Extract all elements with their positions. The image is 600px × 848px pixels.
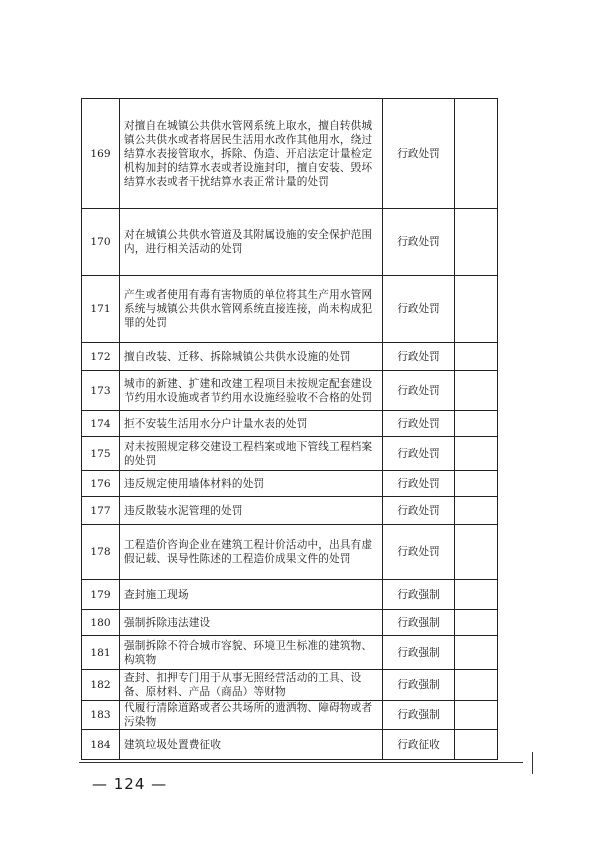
row-remark — [455, 411, 498, 437]
row-content: 对在城镇公共供水管道及其附属设施的安全保护范围内，进行相关活动的处罚 — [120, 209, 383, 276]
row-power-type: 行政强制 — [383, 610, 455, 636]
row-remark — [455, 580, 498, 610]
row-content: 违反规定使用墙体材料的处罚 — [120, 471, 383, 497]
row-power-type: 行政处罚 — [383, 437, 455, 471]
row-number: 178 — [82, 525, 120, 580]
table-row — [82, 276, 498, 343]
row-number: 179 — [82, 580, 120, 610]
row-content: 查封、扣押专门用于从事无照经营活动的工具、设备、原材料、产品（商品）等财物 — [120, 670, 383, 701]
table-row — [82, 497, 498, 525]
table-row — [82, 730, 498, 760]
row-remark — [455, 99, 498, 209]
row-remark — [455, 209, 498, 276]
table-row — [82, 471, 498, 497]
table-row — [82, 371, 498, 411]
row-power-type: 行政强制 — [383, 580, 455, 610]
row-number: 177 — [82, 497, 120, 525]
row-power-type: 行政处罚 — [383, 209, 455, 276]
row-remark — [455, 525, 498, 580]
row-content: 强制拆除不符合城市容貌、环境卫生标准的建筑物、构筑物 — [120, 636, 383, 670]
row-remark — [455, 343, 498, 371]
row-content: 城市的新建、扩建和改建工程项目未按规定配套建设节约用水设施或者节约用水设施经验收不合格的处罚 — [120, 371, 383, 411]
row-number: 171 — [82, 276, 120, 343]
row-power-type: 行政处罚 — [383, 497, 455, 525]
row-remark — [455, 701, 498, 730]
row-remark — [455, 276, 498, 343]
row-remark — [455, 610, 498, 636]
authority-list-table — [81, 98, 498, 760]
row-content: 拒不安装生活用水分户计量水表的处罚 — [120, 411, 383, 437]
row-power-type: 行政强制 — [383, 701, 455, 730]
row-power-type: 行政处罚 — [383, 99, 455, 209]
row-content: 对擅自在城镇公共供水管网系统上取水，擅自转供城镇公共供水或者将居民生活用水改作其他用水，绕过结算水表接管取水，拆除、伪造、开启法定计量检定机构加封的结算水表或者设施封印，擅自安装、毁坏结算水表或者干扰结算水表正常计量的处罚 — [120, 99, 383, 209]
table-row — [82, 701, 498, 730]
row-power-type: 行政处罚 — [383, 411, 455, 437]
row-content: 建筑垃圾处置费征收 — [120, 730, 383, 760]
row-number: 180 — [82, 610, 120, 636]
row-number: 181 — [82, 636, 120, 670]
row-number: 176 — [82, 471, 120, 497]
row-content: 强制拆除违法建设 — [120, 610, 383, 636]
table-row — [82, 437, 498, 471]
row-remark — [455, 371, 498, 411]
row-number: 183 — [82, 701, 120, 730]
row-number: 172 — [82, 343, 120, 371]
row-number: 182 — [82, 670, 120, 701]
table-row — [82, 411, 498, 437]
row-power-type: 行政强制 — [383, 670, 455, 701]
table-row — [82, 99, 498, 209]
row-content: 查封施工现场 — [120, 580, 383, 610]
row-number: 173 — [82, 371, 120, 411]
row-remark — [455, 730, 498, 760]
row-remark — [455, 497, 498, 525]
table-row — [82, 610, 498, 636]
row-power-type: 行政处罚 — [383, 471, 455, 497]
row-content: 违反散装水泥管理的处罚 — [120, 497, 383, 525]
table-row — [82, 343, 498, 371]
row-power-type: 行政处罚 — [383, 343, 455, 371]
row-number: 184 — [82, 730, 120, 760]
row-power-type: 行政征收 — [383, 730, 455, 760]
row-power-type: 行政处罚 — [383, 371, 455, 411]
table-row — [82, 636, 498, 670]
row-content: 代履行清除道路或者公共场所的遗洒物、障碍物或者污染物 — [120, 701, 383, 730]
row-power-type: 行政处罚 — [383, 525, 455, 580]
row-remark — [455, 437, 498, 471]
row-remark — [455, 636, 498, 670]
row-content: 工程造价咨询企业在建筑工程计价活动中，出具有虚假记载、误导性陈述的工程造价成果文件的处罚 — [120, 525, 383, 580]
row-remark — [455, 670, 498, 701]
table-row — [82, 525, 498, 580]
row-power-type: 行政处罚 — [383, 276, 455, 343]
row-content: 产生或者使用有毒有害物质的单位将其生产用水管网系统与城镇公共供水管网系统直接连接，尚未构成犯罪的处罚 — [120, 276, 383, 343]
footer-divider — [79, 762, 523, 763]
row-number: 170 — [82, 209, 120, 276]
table-row — [82, 580, 498, 610]
table-row — [82, 670, 498, 701]
margin-mark — [532, 752, 533, 774]
table-row — [82, 209, 498, 276]
row-number: 174 — [82, 411, 120, 437]
row-content: 擅自改装、迁移、拆除城镇公共供水设施的处罚 — [120, 343, 383, 371]
row-number: 175 — [82, 437, 120, 471]
row-power-type: 行政强制 — [383, 636, 455, 670]
row-remark — [455, 471, 498, 497]
row-number: 169 — [82, 99, 120, 209]
page-number: — 124 — — [92, 775, 168, 793]
row-content: 对未按照规定移交建设工程档案或地下管线工程档案的处罚 — [120, 437, 383, 471]
